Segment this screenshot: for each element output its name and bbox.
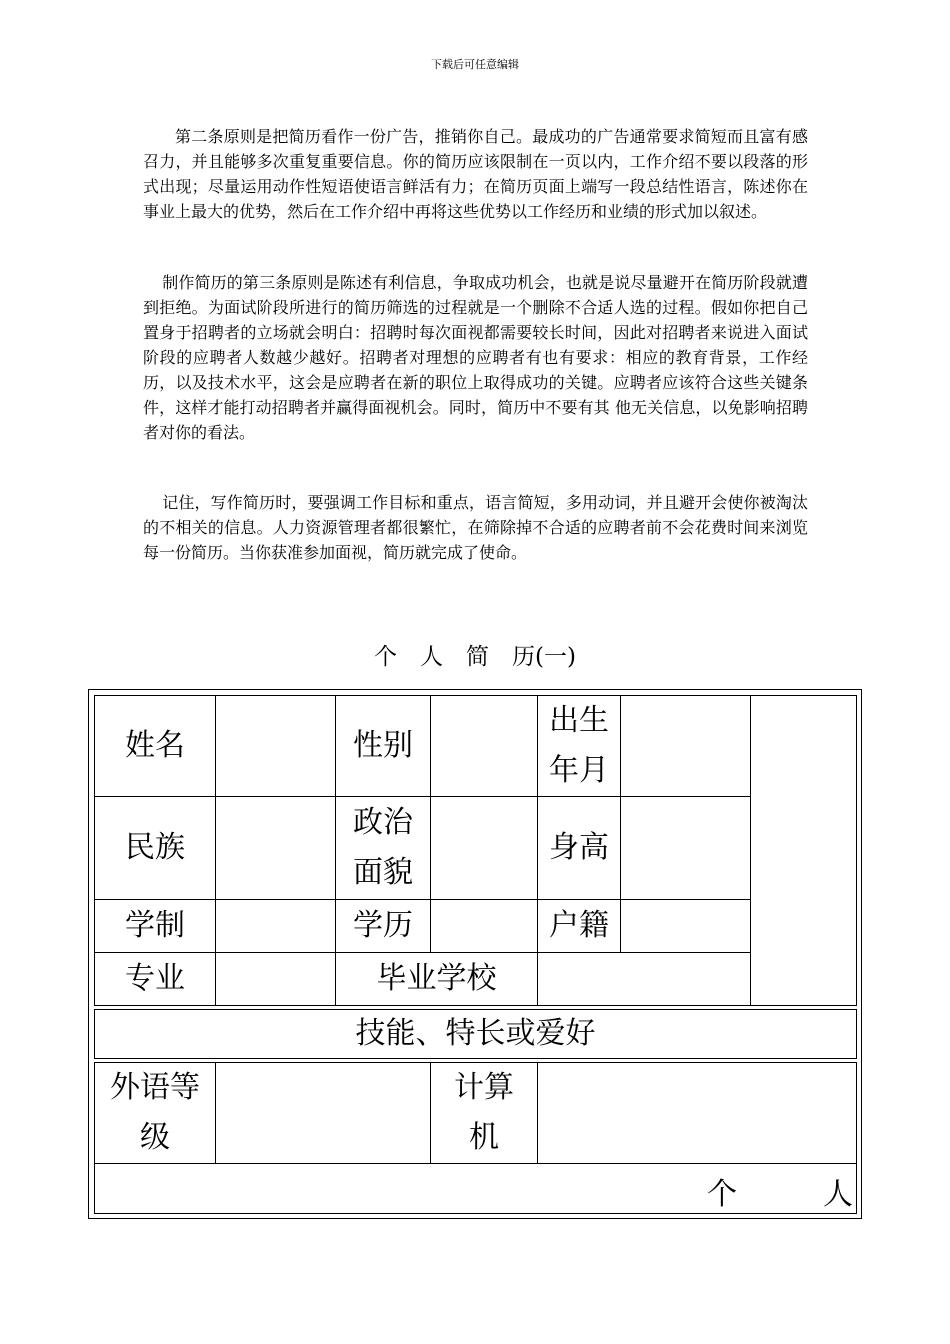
paragraph-principle-3: 制作简历的第三条原则是陈述有利信息，争取成功机会，也就是说尽量避开在简历阶段就遭到拒绝。为面试阶段所进行的简历筛选的过程就是一个删除不合适人选的过程。假如你把自己置身于招聘者的立场就会明白：招聘时每次面视都需要较长时间，因此对招聘者来说进入面试阶段的应聘者人数越少越好。招聘者对理想的应聘者有也有要求：相应的教育背景，工作经历，以及技术水平，这会是应聘者在新的职位上取得成功的关键。应聘者应该符合这些关键条件，这样才能打动招聘者并赢得面视机会。同时，简历中不要有其 他无关信息，以免影响招聘者对你的看法。 [143, 273, 808, 442]
resume-title: 个 人 简 历(一) [374, 644, 576, 670]
field-hukou[interactable] [620, 899, 751, 953]
label-hukou-text: 户籍 [549, 908, 609, 943]
label-height-text: 身高 [549, 830, 609, 865]
field-height[interactable] [620, 796, 751, 900]
label-education [335, 899, 431, 953]
label-political [335, 796, 431, 900]
personal-label-1: 个 [707, 1177, 737, 1212]
skills-header [94, 1009, 857, 1059]
label-education-text: 学历 [353, 908, 413, 943]
label-name-text: 姓名 [125, 728, 185, 763]
label-computer-text: 计算机 [454, 1070, 514, 1155]
field-foreign-language[interactable] [215, 1062, 431, 1164]
field-ethnicity[interactable] [215, 796, 336, 900]
photo-area[interactable] [750, 695, 857, 1006]
label-foreign-language-text: 外语等级 [110, 1070, 200, 1155]
label-name [94, 695, 216, 797]
label-birth-text: 出生年月 [549, 703, 609, 788]
field-computer[interactable] [537, 1062, 857, 1164]
label-gender-text: 性别 [353, 728, 413, 763]
label-ethnicity [94, 796, 216, 900]
field-education[interactable] [430, 899, 538, 953]
field-political[interactable] [430, 796, 538, 900]
field-gender[interactable] [430, 695, 538, 797]
label-schooling-text: 学制 [125, 908, 185, 943]
label-school-text: 毕业学校 [376, 961, 497, 996]
skills-header-text: 技能、特长或爱好 [355, 1016, 596, 1051]
paragraph-reminder: 记住，写作简历时，要强调工作目标和重点，语言简短，多用动词，并且避开会使你被淘汰的不相关的信息。人力资源管理者都很繁忙，在筛除掉不合适的应聘者前不会花费时间来浏览每一份简历。当你获准参加面视，简历就完成了使命。 [143, 493, 808, 562]
label-major [94, 952, 216, 1006]
label-schooling [94, 899, 216, 953]
label-gender [335, 695, 431, 797]
label-major-text: 专业 [125, 961, 185, 996]
field-schooling[interactable] [215, 899, 336, 953]
label-birth [537, 695, 621, 797]
label-school [335, 952, 538, 1006]
personal-label-2: 人 [823, 1177, 853, 1212]
page-header: 下载后可任意编辑 [431, 58, 519, 71]
label-foreign-language [94, 1062, 216, 1164]
label-height [537, 796, 621, 900]
field-school[interactable] [537, 952, 751, 1006]
field-major[interactable] [215, 952, 336, 1006]
label-political-text: 政治面貌 [353, 805, 413, 890]
field-birth[interactable] [620, 695, 751, 797]
label-computer [430, 1062, 538, 1164]
label-hukou [537, 899, 621, 953]
field-name[interactable] [215, 695, 336, 797]
label-ethnicity-text: 民族 [125, 830, 185, 865]
paragraph-principle-2: 第二条原则是把简历看作一份广告，推销你自己。最成功的广告通常要求简短而且富有感召力，并且能够多次重复重要信息。你的简历应该限制在一页以内，工作介绍不要以段落的形式出现；尽量运用动作性短语使语言鲜活有力；在简历页面上端写一段总结性语言，陈述你在事业上最大的优势，然后在工作介绍中再将这些优势以工作经历和业绩的形式加以叙述。 [143, 127, 808, 221]
personal-row [94, 1163, 857, 1214]
